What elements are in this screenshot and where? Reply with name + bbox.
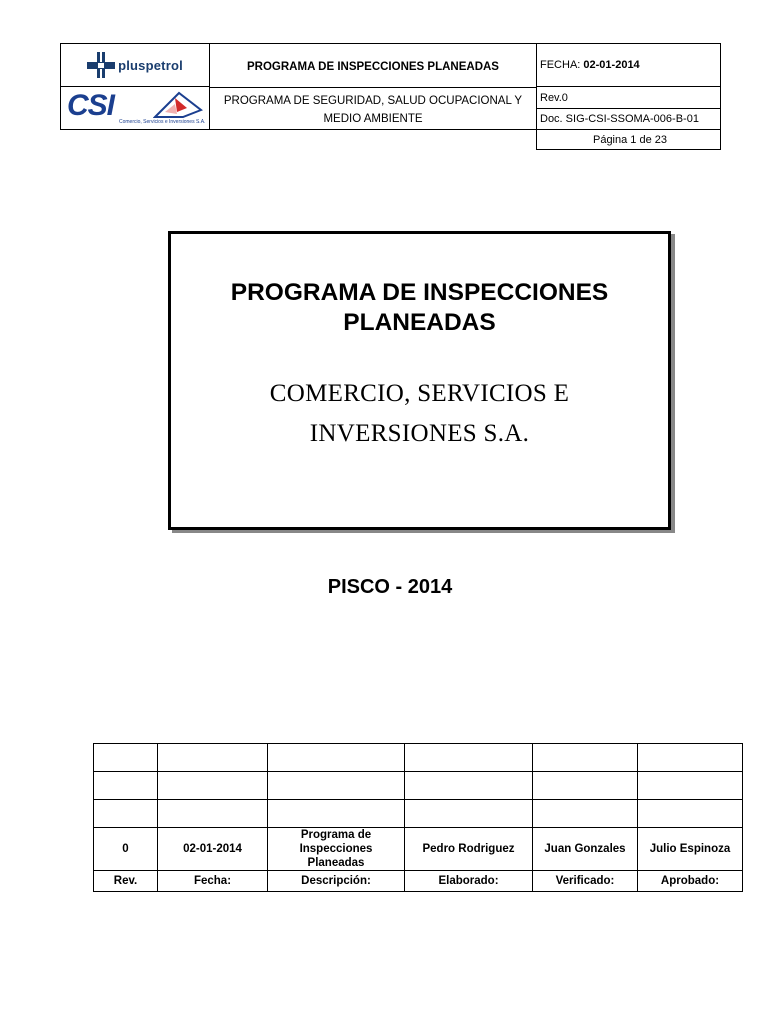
revision-blank-cell — [638, 772, 743, 800]
doc-code-cell — [537, 109, 721, 130]
page-number: Página 1 de 23 — [592, 133, 667, 146]
revision-blank-cell — [405, 800, 533, 828]
revision-cell-descripcion: Programa de Inspecciones Planeadas — [268, 828, 405, 871]
program-subtitle-cell — [210, 88, 537, 130]
csi-diamond-icon — [153, 90, 203, 120]
revision-blank-cell — [405, 744, 533, 772]
revision-blank-row — [94, 800, 743, 828]
program-title-cell — [210, 44, 537, 88]
csi-logo — [61, 88, 209, 128]
csi-logo-cell — [61, 87, 210, 130]
revision-blank-cell — [94, 744, 158, 772]
revision-cell-rev: 0 — [94, 828, 158, 871]
csi-logo-subtitle: Comercio, Servicios e Inversiones S.A. — [119, 119, 206, 125]
revision-column-label: Elaborado: — [405, 871, 533, 892]
revision-blank-row — [94, 772, 743, 800]
program-subtitle: PROGRAMA DE SEGURIDAD, SALUD OCUPACIONAL Y MEDIO AMBIENTE — [223, 94, 523, 125]
revision-cell — [537, 87, 721, 109]
cover-title-box — [168, 231, 671, 530]
revision-column-label: Fecha: — [158, 871, 268, 892]
revision-blank-cell — [405, 772, 533, 800]
spacer-cell — [210, 130, 537, 150]
pluspetrol-logo-text: pluspetrol — [118, 57, 183, 73]
revision-header-row — [94, 871, 743, 892]
revision-column-label: Aprobado: — [638, 871, 743, 892]
revision-blank-cell — [533, 800, 638, 828]
revision-blank-cell — [638, 800, 743, 828]
fecha-cell — [537, 44, 721, 87]
pluspetrol-logo-cell — [61, 44, 210, 87]
fecha-value: 02-01-2014 — [583, 59, 640, 71]
revision-blank-cell — [268, 800, 405, 828]
place-year: PISCO - 2014 — [327, 576, 453, 598]
revision-row — [94, 828, 743, 871]
revision-column-label: Rev. — [94, 871, 158, 892]
revision-column-label: Descripción: — [268, 871, 405, 892]
revision-blank-cell — [268, 744, 405, 772]
revision-blank-cell — [94, 772, 158, 800]
revision-column-label: Verificado: — [533, 871, 638, 892]
revision-table-body — [94, 744, 743, 892]
pluspetrol-mark-icon — [87, 52, 115, 78]
revision-blank-cell — [94, 800, 158, 828]
revision-cell-verificado: Juan Gonzales — [533, 828, 638, 871]
revision-blank-cell — [533, 772, 638, 800]
revision-cell-fecha: 02-01-2014 — [158, 828, 268, 871]
cover-title — [171, 278, 668, 338]
cover-title-line-2: PLANEADAS — [343, 309, 496, 336]
pluspetrol-logo — [61, 44, 209, 86]
cover-company — [171, 374, 668, 454]
revision-cell-elaborado: Pedro Rodriguez — [405, 828, 533, 871]
cover-title-line-1: PROGRAMA DE INSPECCIONES — [230, 279, 609, 306]
csi-logo-text: CSI — [67, 89, 115, 122]
doc-code: Doc. SIG-CSI-SSOMA-006-B-01 — [540, 113, 699, 125]
revision-blank-cell — [268, 772, 405, 800]
cover-company-line-2: INVERSIONES S.A. — [309, 420, 530, 447]
revision-table — [93, 743, 743, 892]
revision-blank-row — [94, 744, 743, 772]
revision-blank-cell — [533, 744, 638, 772]
revision-cell-aprobado: Julio Espinoza — [638, 828, 743, 871]
cover-company-line-1: COMERCIO, SERVICIOS E — [269, 380, 570, 407]
fecha-label: FECHA: — [540, 59, 581, 71]
document-header — [60, 43, 721, 150]
page-number-cell — [537, 130, 721, 150]
spacer-cell — [61, 130, 210, 150]
revision-value: Rev.0 — [540, 91, 568, 104]
revision-blank-cell — [158, 744, 268, 772]
program-title: PROGRAMA DE INSPECCIONES PLANEADAS — [247, 60, 499, 73]
revision-blank-cell — [638, 744, 743, 772]
revision-blank-cell — [158, 800, 268, 828]
revision-blank-cell — [158, 772, 268, 800]
